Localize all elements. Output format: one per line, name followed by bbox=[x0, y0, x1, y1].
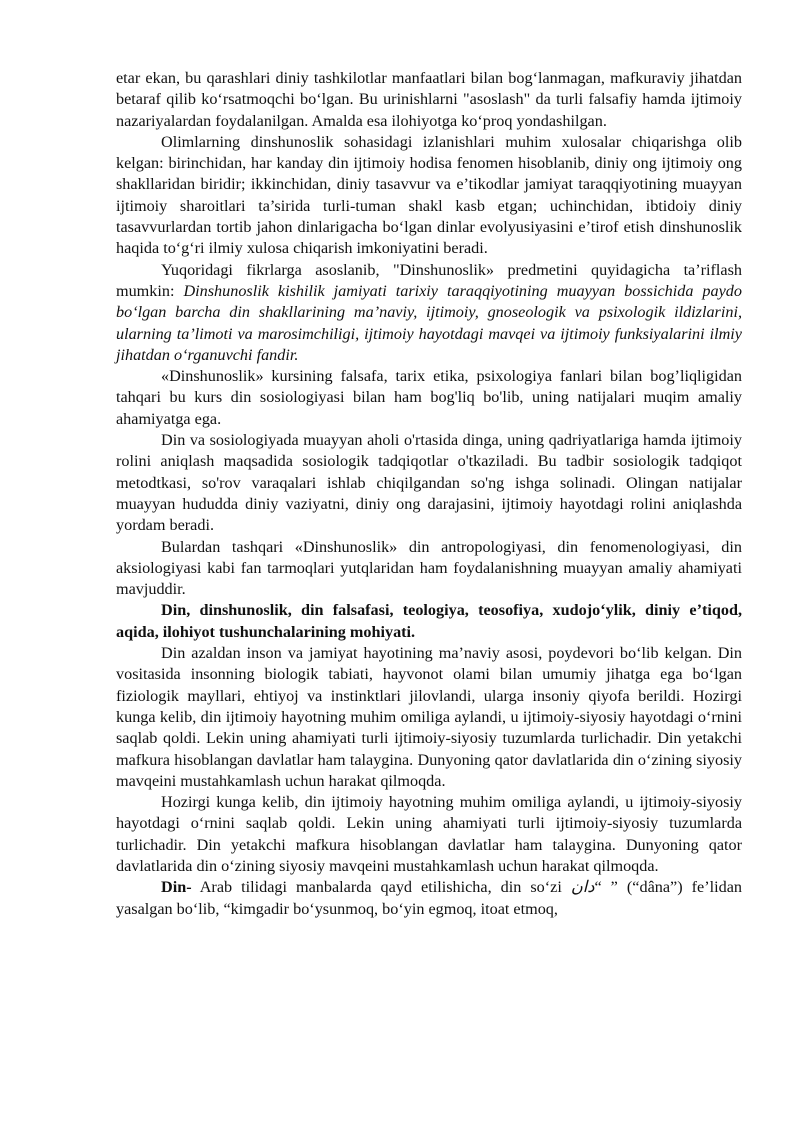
paragraph-2: Olimlarning dinshunoslik sohasidagi izlanishlari muhim xulosalar chiqarishga olib kelgan: birinchidan, har kanday din ijtimoiy hodisa fenomen hisoblanib, diniy ong ijtimoiy ong shakllaridan biridir; ikkinchidan, diniy tasavvur va e’tikodlar jamiyat taraqqiyotining muayyan ijtimoiy sharoitlari ta’sirida turli-tuman shakl kasb etgan; uchinchidan, ibtidoiy diniy tasavvurlardan tortib jahon dinlarigacha bo‘lgan dinlar evolyusiyasini e’tirof etish dinshunoslik haqida to‘g‘ri ilmiy xulosa chiqarish imkoniyatini beradi. bbox=[116, 132, 742, 258]
section-heading: Din, dinshunoslik, din falsafasi, teologiya, teosofiya, xudojo‘ylik, diniy e’tiqod, aqida, ilohiyot tushunchalarining mohiyati. bbox=[116, 601, 742, 641]
paragraph-6: Bulardan tashqari «Dinshunoslik» din antropologiyasi, din fenomenologiyasi, din aksiologiyasi kabi fan tarmoqlari yutqlaridan ham foydalanishning muayyan amaliy ahamiyati mavjuddir. bbox=[116, 537, 742, 599]
paragraph-4: «Dinshunoslik» kursining falsafa, tarix etika, psixologiya fanlari bilan bog’liqligidan tahqari bu kurs din sosiologiyasi bilan ham bog'liq bo'lib, uning natijalari muqim amaliy ahamiyatga ega. bbox=[116, 367, 742, 428]
paragraph-9-text-b: “ ” (“dâna”) fe’lidan yasalgan bo‘lib, “kimgadir bo‘ysunmoq, bo‘yin egmoq, itoat etmoq, bbox=[116, 878, 742, 918]
definition-text: Dinshunoslik kishilik jamiyati tarixiy taraqqiyotining muayyan bossichida paydo bo‘lgan barcha din shakllarining ma’naviy, ijtimoiy, gnoseologik va psixologik ildizlarini, ularning ta’limoti va marosimchiligi, ijtimoiy hayotdagi mavqei va ijtimoiy funksiyalarini ilmiy jihatdan o‘rganuvchi fandir. bbox=[116, 281, 742, 364]
paragraph-9-text-a: Arab tilidagi manbalarda qayd etilishicha, din so‘zi bbox=[191, 878, 571, 897]
paragraph-9 bbox=[116, 877, 742, 920]
document-page bbox=[116, 68, 742, 920]
arabic-word: دان bbox=[570, 878, 595, 897]
paragraph-1: etar ekan, bu qarashlari diniy tashkilotlar manfaatlari bilan bog‘lanmagan, mafkuraviy jihatdan betaraf qilib ko‘rsatmoqchi bo‘lgan. Bu urinishlarni "asoslash" da turli falsafiy hamda ijtimoiy nazariyalardan foydalanilgan. Amalda esa ilohiyotga ko‘proq yondashilgan. bbox=[116, 69, 742, 130]
paragraph-5: Din va sosiologiyada muayyan aholi o'rtasida dinga, uning qadriyatlariga hamda ijtimoiy rolini aniqlash maqsadida sosiologik tadqiqotlar o'tkaziladi. Bu tadbir sosiologik tadqiqot metodtkasi, so'rov varaqalari ishlab chiqilgandan so'ng ishga solinadi. Olingan natijalar muayyan hududda diniy vaziyatni, diniy ong darajasini, ijtimoiy hayotdagi rolini aniqlashda yordam beradi. bbox=[116, 431, 742, 535]
paragraph-3-text: Yuqoridagi fikrlarga asoslanib, "Dinshunoslik» predmetini quyidagicha ta’riflash mumkin: bbox=[116, 260, 742, 300]
paragraph-7: Din azaldan inson va jamiyat hayotining ma’naviy asosi, poydevori bo‘lib kelgan. Din vositasida insonning biologik tabiati, hayvonot olami bilan umumiy jihatga ega bo‘lgan fiziologik mayllari, ehtiyoj va instinktlari jilovlandi, ularga insoniy qiyofa berildi. Hozirgi kunga kelib, din ijtimoiy hayotning muhim omiliga aylandi, u ijtimoiy-siyosiy hayotdagi o‘rnini saqlab qoldi. Lekin uning ahamiyati turli ijtimoiy-siyosiy tuzumlarda turlichadir. Din yetakchi mafkura hisoblangan davlatlar ham talaygina. Dunyoning qator davlatlarida din o‘zining siyosiy mavqeini mustahkamlash uchun harakat qilmoqda. bbox=[116, 644, 742, 790]
paragraph-8: Hozirgi kunga kelib, din ijtimoiy hayotning muhim omiliga aylandi, u ijtimoiy-siyosiy hayotdagi o‘rnini saqlab qoldi. Lekin uning ahamiyati turli ijtimoiy-siyosiy tuzumlarda turlichadir. Din yetakchi mafkura hisoblangan davlatlar ham talaygina. Dunyoning qator davlatlarida din o‘zining siyosiy mavqeini mustahkamlash uchun harakat qilmoqda. bbox=[116, 793, 742, 875]
term-din: Din- bbox=[161, 878, 192, 897]
paragraph-3 bbox=[116, 260, 742, 366]
